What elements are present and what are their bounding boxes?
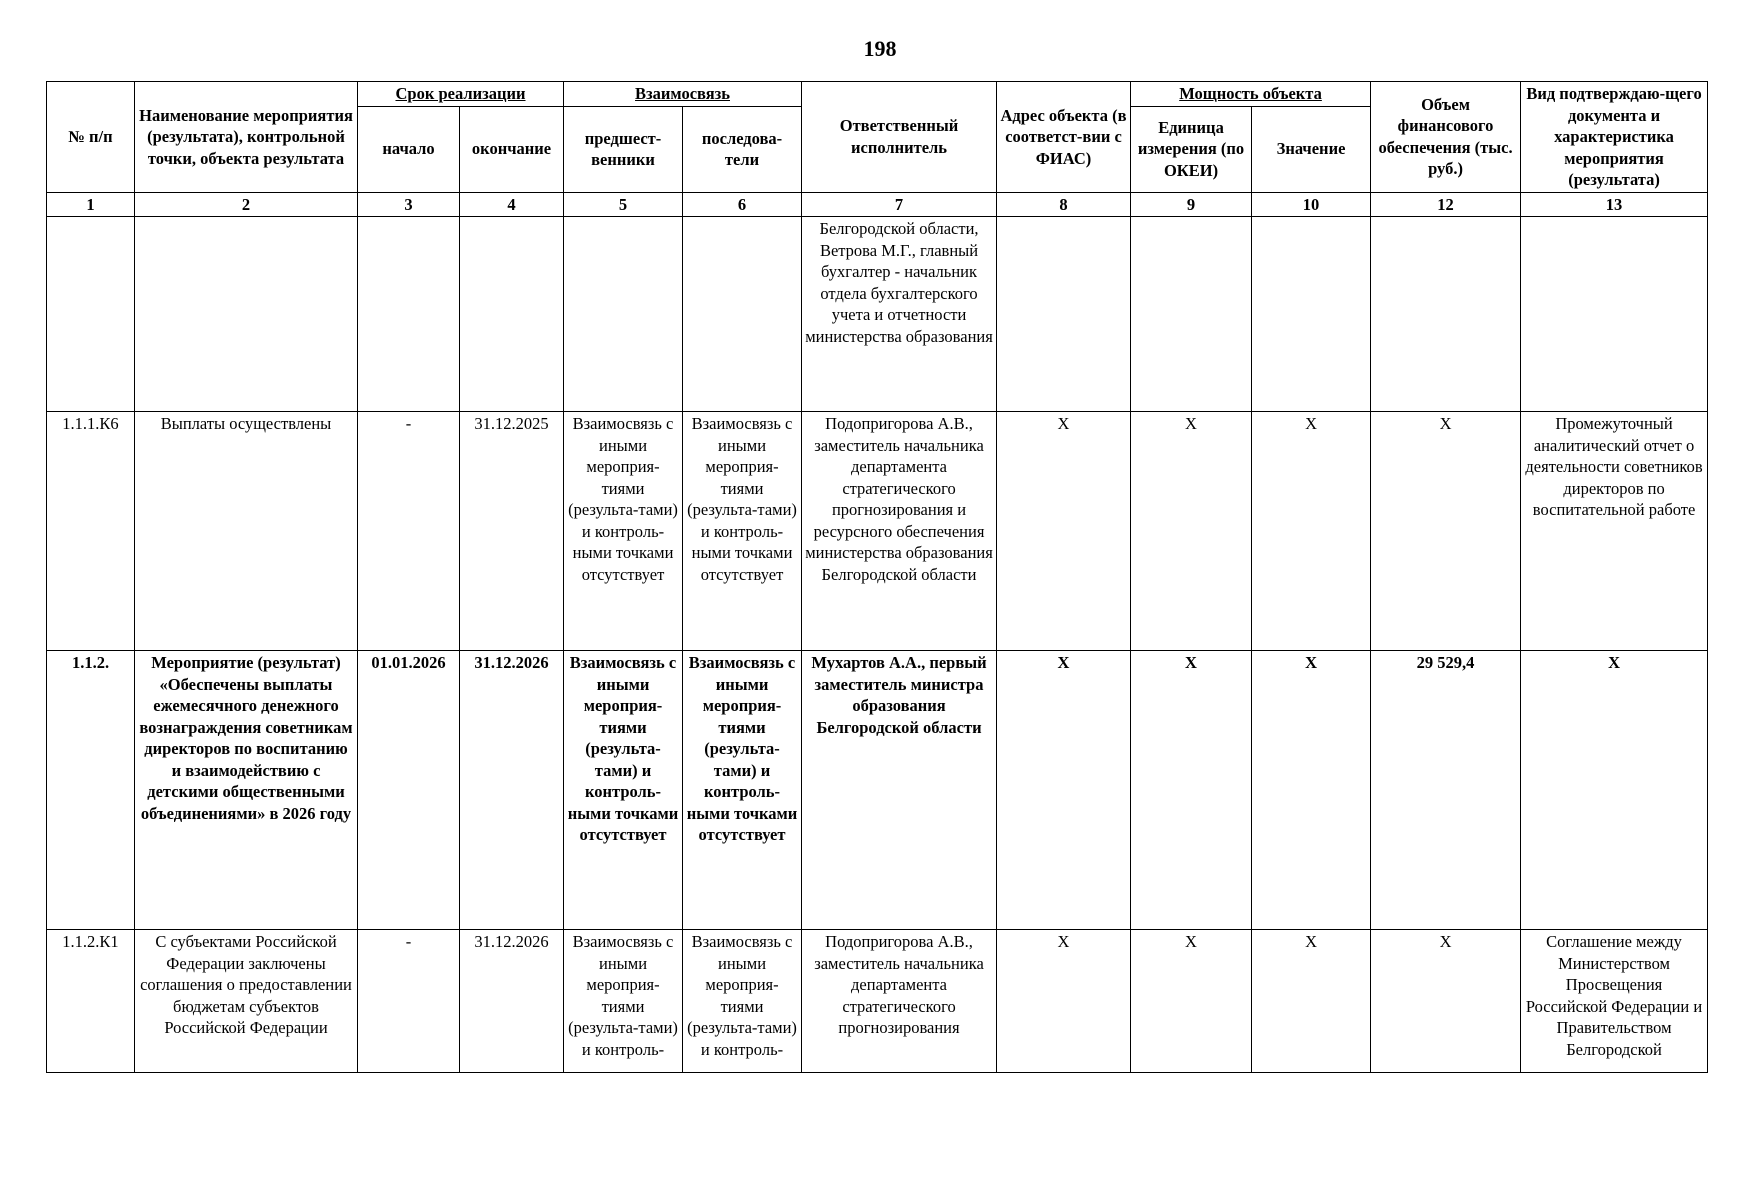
column-numbers-row — [47, 192, 1708, 217]
header-num: № п/п — [47, 82, 135, 193]
column-number: 10 — [1252, 192, 1371, 217]
header-successors: последова-тели — [683, 106, 802, 192]
header-row-1 — [47, 82, 1708, 107]
cell-document: Соглашение между Министерством Просвещения Российской Федерации и Правительством Белгородской — [1521, 930, 1708, 1073]
cell-finance: X — [1371, 930, 1521, 1073]
cell-document: Промежуточный аналитический отчет о деятельности советников директоров по воспитательной работе — [1521, 412, 1708, 651]
cell-name — [135, 217, 358, 412]
header-document: Вид подтверждаю-щего документа и характеристика мероприятия (результата) — [1521, 82, 1708, 193]
cell-predecessors: Взаимосвязь с иными мероприя-тиями (результа-тами) и контроль-ными точками отсутствует — [564, 412, 683, 651]
cell-start: - — [358, 930, 460, 1073]
cell-finance — [1371, 217, 1521, 412]
cell-address — [997, 217, 1131, 412]
cell-unit: X — [1131, 651, 1252, 930]
column-number: 4 — [460, 192, 564, 217]
cell-start: - — [358, 412, 460, 651]
cell-predecessors: Взаимосвязь с иными мероприя-тиями (результа-тами) и контроль- — [564, 930, 683, 1073]
cell-num: 1.1.2.К1 — [47, 930, 135, 1073]
cell-address: X — [997, 651, 1131, 930]
cell-name: Мероприятие (результат) «Обеспечены выплаты ежемесячного денежного вознаграждения советникам директоров по воспитанию и взаимодействию с детскими общественными объединениями» в 2026 году — [135, 651, 358, 930]
cell-document: X — [1521, 651, 1708, 930]
header-finance: Объем финансового обеспечения (тыс. руб.) — [1371, 82, 1521, 193]
cell-value — [1252, 217, 1371, 412]
header-predecessors: предшест-венники — [564, 106, 683, 192]
cell-address: X — [997, 930, 1131, 1073]
column-number: 3 — [358, 192, 460, 217]
cell-successors: Взаимосвязь с иными мероприя-тиями (результа-тами) и контроль- — [683, 930, 802, 1073]
cell-end: 31.12.2025 — [460, 412, 564, 651]
column-number: 7 — [802, 192, 997, 217]
cell-value: X — [1252, 651, 1371, 930]
cell-end — [460, 217, 564, 412]
header-capacity: Мощность объекта — [1131, 82, 1371, 107]
cell-end: 31.12.2026 — [460, 651, 564, 930]
header-link: Взаимосвязь — [564, 82, 802, 107]
cell-address: X — [997, 412, 1131, 651]
page-number: 198 — [863, 36, 897, 61]
cell-value: X — [1252, 930, 1371, 1073]
cell-start — [358, 217, 460, 412]
cell-num: 1.1.1.К6 — [47, 412, 135, 651]
table-row — [47, 217, 1708, 412]
header-name: Наименование мероприятия (результата), контрольной точки, объекта результата — [135, 82, 358, 193]
cell-num — [47, 217, 135, 412]
cell-finance: 29 529,4 — [1371, 651, 1521, 930]
cell-responsible: Подопригорова А.В., заместитель начальника департамента стратегического прогнозирования и ресурсного обеспечения министерства образования Белгородской области — [802, 412, 997, 651]
column-number: 12 — [1371, 192, 1521, 217]
column-number: 6 — [683, 192, 802, 217]
column-number: 9 — [1131, 192, 1252, 217]
cell-unit: X — [1131, 930, 1252, 1073]
cell-responsible: Мухартов А.А., первый заместитель министра образования Белгородской области — [802, 651, 997, 930]
header-start: начало — [358, 106, 460, 192]
table-row — [47, 930, 1708, 1073]
cell-document — [1521, 217, 1708, 412]
header-unit: Единица измерения (по ОКЕИ) — [1131, 106, 1252, 192]
cell-unit — [1131, 217, 1252, 412]
header-responsible: Ответственный исполнитель — [802, 82, 997, 193]
column-number: 8 — [997, 192, 1131, 217]
cell-predecessors — [564, 217, 683, 412]
cell-start: 01.01.2026 — [358, 651, 460, 930]
cell-responsible: Белгородской области, Ветрова М.Г., главный бухгалтер - начальник отдела бухгалтерского учета и отчетности министерства образования — [802, 217, 997, 412]
header-period: Срок реализации — [358, 82, 564, 107]
column-number: 2 — [135, 192, 358, 217]
header-end: окончание — [460, 106, 564, 192]
table-row — [47, 412, 1708, 651]
cell-successors: Взаимосвязь с иными мероприя-тиями (результа-тами) и контроль-ными точками отсутствует — [683, 651, 802, 930]
cell-successors — [683, 217, 802, 412]
column-number: 1 — [47, 192, 135, 217]
cell-successors: Взаимосвязь с иными мероприя-тиями (результа-тами) и контроль-ными точками отсутствует — [683, 412, 802, 651]
cell-value: X — [1252, 412, 1371, 651]
cell-responsible: Подопригорова А.В., заместитель начальника департамента стратегического прогнозирования — [802, 930, 997, 1073]
column-number: 5 — [564, 192, 683, 217]
cell-num: 1.1.2. — [47, 651, 135, 930]
cell-predecessors: Взаимосвязь с иными мероприя-тиями (результа-тами) и контроль-ными точками отсутствует — [564, 651, 683, 930]
cell-unit: X — [1131, 412, 1252, 651]
cell-finance: X — [1371, 412, 1521, 651]
cell-name: Выплаты осуществлены — [135, 412, 358, 651]
table-row — [47, 651, 1708, 930]
cell-end: 31.12.2026 — [460, 930, 564, 1073]
header-value: Значение — [1252, 106, 1371, 192]
activities-table — [46, 81, 1708, 1073]
cell-name: С субъектами Российской Федерации заключены соглашения о предоставлении бюджетам субъектов Российской Федерации — [135, 930, 358, 1073]
column-number: 13 — [1521, 192, 1708, 217]
header-address: Адрес объекта (в соответст-вии с ФИАС) — [997, 82, 1131, 193]
